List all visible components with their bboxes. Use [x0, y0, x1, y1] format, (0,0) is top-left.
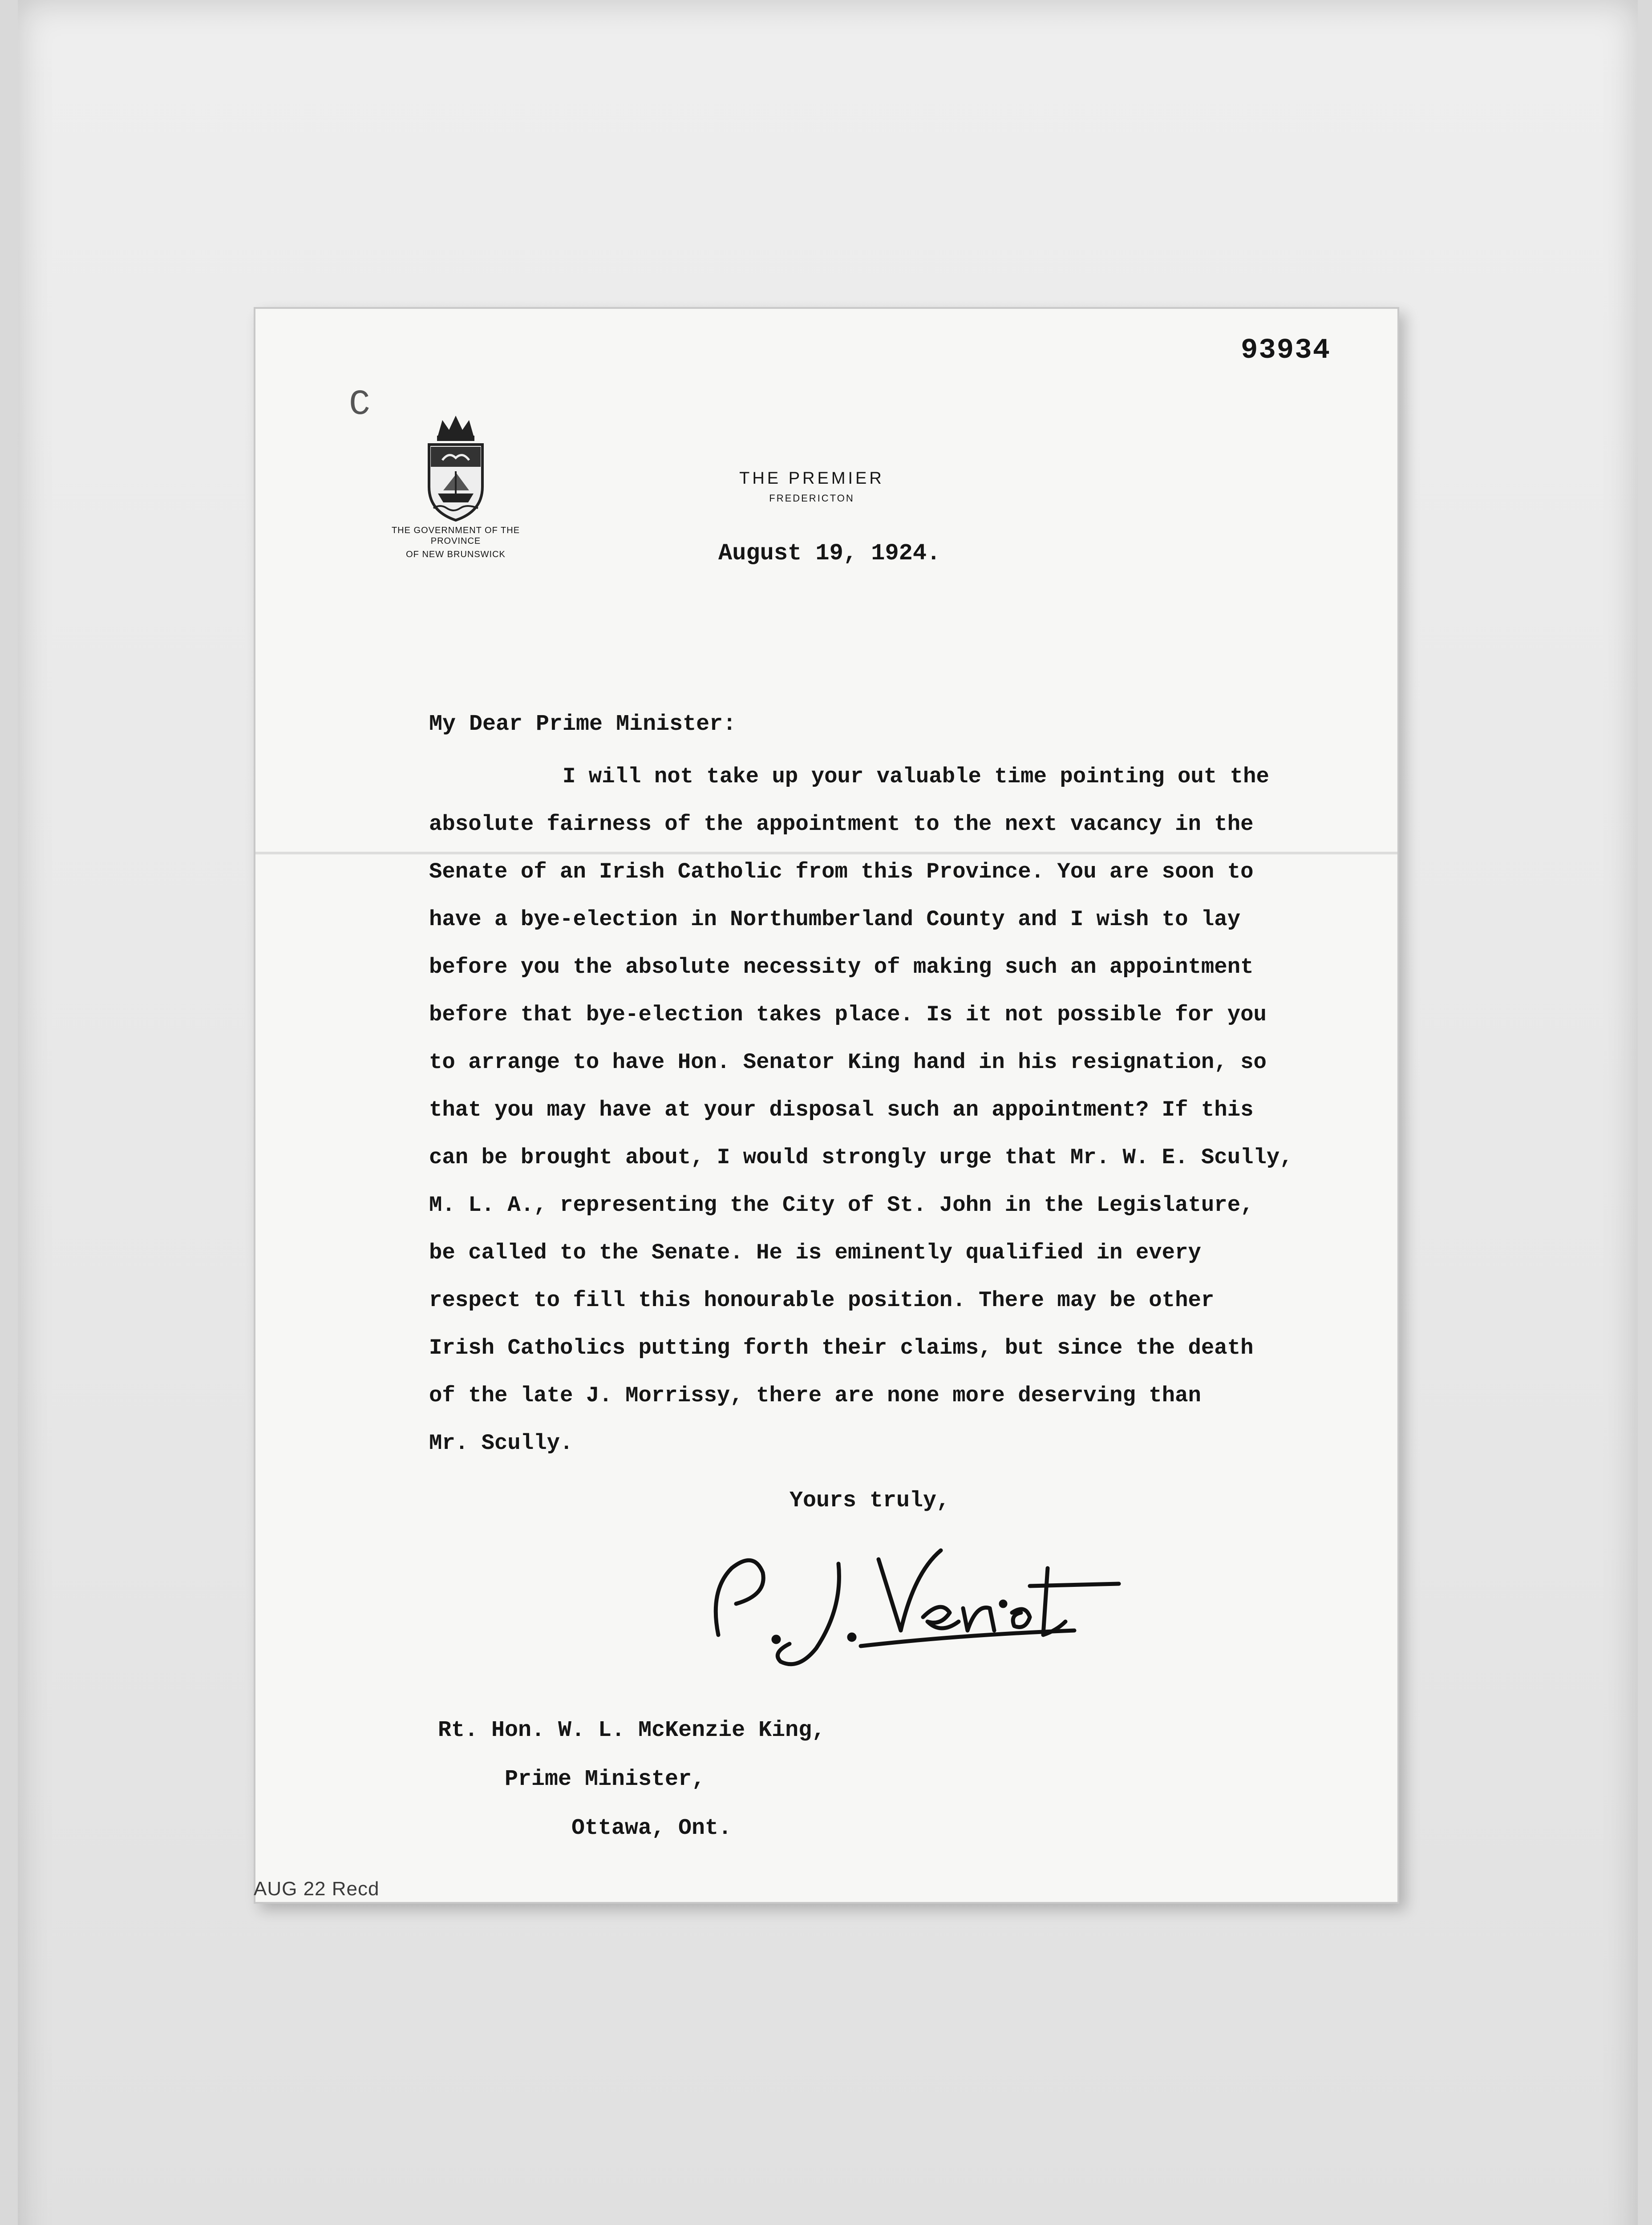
body-line: can be brought about, I would strongly urge that Mr. W. E. Scully, [429, 1145, 1293, 1170]
body-line: of the late J. Morrissy, there are none more deserving than [429, 1383, 1201, 1408]
body-line: that you may have at your disposal such an appointment? If this [429, 1097, 1254, 1122]
margin-mark: C [349, 384, 371, 425]
document-number: 93934 [1240, 335, 1331, 367]
recipient-title: Prime Minister, [505, 1767, 705, 1792]
body-line: I will not take up your valuable time pointing out the [563, 764, 1269, 789]
body-line: before that bye-election takes place. Is it not possible for you [429, 1002, 1267, 1027]
received-stamp: AUG 22 Recd [254, 1878, 380, 1900]
recipient-name: Rt. Hon. W. L. McKenzie King, [438, 1718, 826, 1743]
crest-caption-line1: THE GOVERNMENT OF THE PROVINCE [391, 526, 520, 546]
body-line: to arrange to have Hon. Senator King hand in his resignation, so [429, 1050, 1267, 1075]
body-line: M. L. A., representing the City of St. John in the Legislature, [429, 1193, 1254, 1218]
body-line: have a bye-election in Northumberland County and I wish to lay [429, 907, 1241, 932]
body-line: Irish Catholics putting forth their claims, but since the death [429, 1335, 1254, 1360]
body-line: Mr. Scully. [429, 1431, 573, 1456]
new-brunswick-crest-icon [420, 411, 491, 522]
letter-body [429, 753, 1355, 1467]
salutation: My Dear Prime Minister: [429, 712, 737, 737]
provincial-crest [371, 411, 540, 559]
recipient-address [438, 1706, 825, 1853]
letter-date: August 19, 1924. [718, 540, 941, 566]
body-line: absolute fairness of the appointment to the next vacancy in the [429, 812, 1254, 837]
closing: Yours truly, [790, 1488, 950, 1513]
body-line: be called to the Senate. He is eminently qualified in every [429, 1240, 1201, 1265]
recipient-location: Ottawa, Ont. [571, 1816, 732, 1841]
body-line: before you the absolute necessity of making such an appointment [429, 955, 1254, 979]
crest-caption-line2: OF NEW BRUNSWICK [406, 550, 506, 559]
handwritten-signature [692, 1519, 1128, 1679]
body-line: Senate of an Irish Catholic from this Province. You are soon to [429, 859, 1254, 884]
letter-page [254, 307, 1399, 1904]
letterhead-office [718, 469, 905, 504]
letterhead-title: THE PREMIER [739, 469, 884, 488]
letterhead-city: FREDERICTON [769, 493, 854, 504]
body-line: respect to fill this honourable position. There may be other [429, 1288, 1215, 1313]
